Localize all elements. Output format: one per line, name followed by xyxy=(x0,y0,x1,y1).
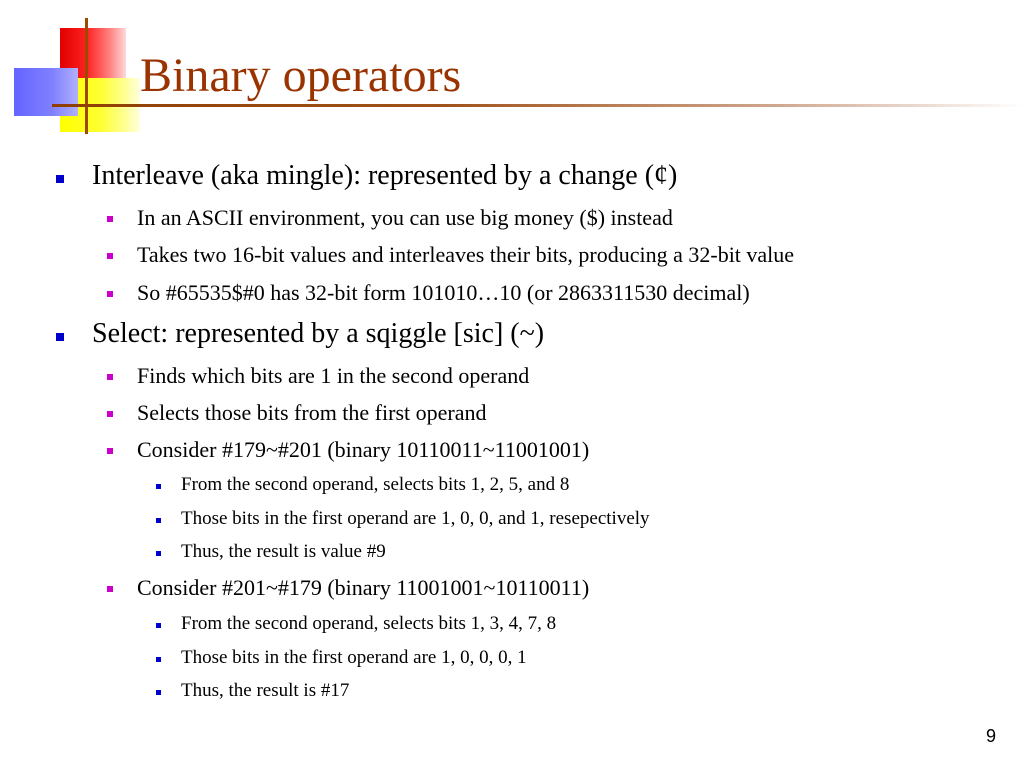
bullet-text: Thus, the result is #17 xyxy=(181,680,350,701)
bullet-item-level2 xyxy=(137,205,673,231)
bullet-text: Takes two 16-bit values and interleaves their bits, producing a 32-bit value xyxy=(137,242,795,267)
bullet-item-level3 xyxy=(181,541,386,563)
bullet-square-icon xyxy=(156,518,161,523)
bullet-item-level2 xyxy=(137,575,589,601)
bullet-text: From the second operand, selects bits 1, 2, 5, and 8 xyxy=(181,474,570,495)
bullet-square-icon xyxy=(56,333,64,341)
bullet-square-icon xyxy=(156,657,161,662)
title-underline-rule xyxy=(52,104,1024,107)
bullet-square-icon xyxy=(56,175,64,183)
bullet-square-icon xyxy=(107,586,113,592)
bullet-square-icon xyxy=(156,484,161,489)
bullet-square-icon xyxy=(107,216,113,222)
bullet-square-icon xyxy=(107,291,113,297)
bullet-square-icon xyxy=(156,551,161,556)
bullet-item-level2 xyxy=(137,363,529,389)
bullet-text: Finds which bits are 1 in the second operand xyxy=(137,363,530,388)
bullet-item-level2 xyxy=(137,437,589,463)
bullet-item-level3 xyxy=(181,680,349,702)
bullet-text: Selects those bits from the first operand xyxy=(137,400,487,425)
bullet-item-level1 xyxy=(92,318,544,350)
bullet-square-icon xyxy=(156,623,161,628)
bullet-text: From the second operand, selects bits 1, 3, 4, 7, 8 xyxy=(181,613,557,634)
bullet-text: Consider #179~#201 (binary 10110011~11001001) xyxy=(137,437,590,462)
slide-title: Binary operators xyxy=(140,49,462,102)
bullet-square-icon xyxy=(107,374,113,380)
bullet-text: In an ASCII environment, you can use big money ($) instead xyxy=(137,205,673,230)
bullet-item-level3 xyxy=(181,613,556,635)
bullet-text: So #65535$#0 has 32-bit form 101010…10 (or 2863311530 decimal) xyxy=(137,280,750,305)
page-number: 9 xyxy=(985,726,996,746)
decor-blue-square xyxy=(14,68,78,116)
bullet-item-level2 xyxy=(137,280,750,306)
bullet-item-level3 xyxy=(181,474,569,496)
bullet-item-level3 xyxy=(181,508,650,530)
bullet-square-icon xyxy=(107,411,113,417)
bullet-square-icon xyxy=(107,253,113,259)
bullet-item-level3 xyxy=(181,647,527,669)
bullet-text: Consider #201~#179 (binary 11001001~10110011) xyxy=(137,575,590,600)
bullet-item-level1 xyxy=(92,160,677,192)
bullet-text: Interleave (aka mingle): represented by a change (¢) xyxy=(92,160,678,191)
bullet-item-level2 xyxy=(137,242,794,268)
bullet-item-level2 xyxy=(137,400,486,426)
bullet-text: Those bits in the first operand are 1, 0, 0, 0, 1 xyxy=(181,647,527,668)
bullet-square-icon xyxy=(156,690,161,695)
bullet-text: Thus, the result is value #9 xyxy=(181,541,386,562)
bullet-text: Those bits in the first operand are 1, 0, 0, and 1, resepectively xyxy=(181,508,650,529)
bullet-square-icon xyxy=(107,448,113,454)
bullet-text: Select: represented by a sqiggle [sic] (~) xyxy=(92,318,545,349)
decor-vertical-rule xyxy=(85,18,88,134)
